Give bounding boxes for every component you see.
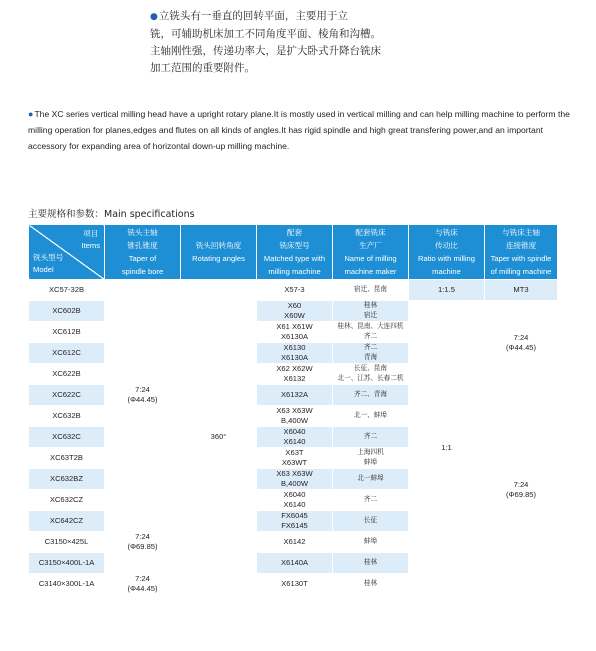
matched-type-value: X6130T — [281, 579, 308, 588]
maker-cell — [333, 427, 409, 448]
maker-value: 青海 — [363, 354, 378, 361]
maker-value: 上海四机 — [357, 449, 384, 456]
maker-value: 桂林 — [363, 580, 378, 587]
connection-taper-cell: MT3 — [485, 280, 558, 301]
english-intro — [28, 106, 573, 154]
matched-type-cell — [257, 469, 333, 490]
maker-cell — [333, 574, 409, 595]
chinese-intro — [150, 8, 400, 77]
maker-value: 北一、蚌埠 — [354, 412, 387, 419]
taper-value: (Φ44.45) — [127, 395, 158, 404]
maker-value: 齐二 — [363, 333, 378, 340]
cn-intro-line-3: 主轴刚性强，传递功率大，是扩大卧式升降台铣床 — [150, 45, 381, 57]
maker-cell — [333, 511, 409, 532]
matched-type-value: B,400W — [280, 416, 308, 425]
model-cell: XC632C — [29, 427, 105, 448]
model-cell: C3150×425L — [29, 532, 105, 553]
maker-cell — [333, 448, 409, 469]
matched-type-cell — [257, 343, 333, 364]
cn-intro-line-4: 加工范围的重要附件。 — [150, 62, 255, 74]
model-cell: XC612B — [29, 322, 105, 343]
header-taper: 铣头主轴 锥孔锥度 Taper of spindle bore — [105, 225, 181, 280]
model-cell: XC642CZ — [29, 511, 105, 532]
model-cell: C3150×400L-1A — [29, 553, 105, 574]
matched-type-value: X6132A — [280, 390, 309, 399]
model-cell: XC632BZ — [29, 469, 105, 490]
matched-type-value: X6040 — [283, 490, 306, 499]
maker-cell — [333, 322, 409, 343]
model-cell: XC632B — [29, 406, 105, 427]
connection-taper-value: 7:24 — [513, 479, 529, 489]
cn-intro-line-2: 铣，可辅助机床加工不同角度平面、棱角和沟槽。 — [150, 28, 381, 40]
matched-type-cell — [257, 406, 333, 427]
header-items-cn: 项目 — [83, 229, 99, 238]
matched-type-cell — [257, 385, 333, 406]
maker-cell — [333, 280, 409, 301]
connection-taper-cell — [485, 301, 558, 385]
taper-cell — [105, 511, 181, 574]
taper-cell — [105, 574, 181, 595]
table-row — [29, 280, 558, 301]
matched-type-value: X61 X61W — [276, 322, 313, 331]
maker-cell — [333, 532, 409, 553]
maker-value: 桂林 — [363, 302, 378, 309]
header-connection-taper: 与铣床主轴 连接锥度 Taper with spindle of milling machine — [485, 225, 558, 280]
maker-cell — [333, 553, 409, 574]
header-ratio: 与铣床 传动比 Ratio with milling machine — [409, 225, 485, 280]
cn-intro-line-1: 立铣头有一垂直的回转平面，主要用于立 — [158, 10, 348, 22]
matched-type-cell — [257, 322, 333, 343]
model-cell: XC622C — [29, 385, 105, 406]
taper-value: 7:24 — [135, 574, 150, 583]
matched-type-cell — [257, 427, 333, 448]
model-cell: XC63T2B — [29, 448, 105, 469]
connection-taper-value: (Φ69.85) — [505, 489, 537, 499]
matched-type-value: X63 X63W — [276, 469, 313, 478]
matched-type-value: X6140 — [283, 500, 306, 509]
maker-cell — [333, 301, 409, 322]
matched-type-value: X6132 — [283, 374, 306, 383]
model-cell: XC602B — [29, 301, 105, 322]
model-cell: XC57-32B — [29, 280, 105, 301]
header-items-en: Items — [81, 241, 100, 250]
maker-value: 桂林、昆南、大连四机 — [337, 323, 404, 330]
matched-type-value: X6130 — [283, 343, 306, 352]
matched-type-value: X6040 — [283, 427, 306, 436]
maker-cell — [333, 343, 409, 364]
model-cell: C3140×300L-1A — [29, 574, 105, 595]
taper-value: (Φ44.45) — [127, 584, 158, 593]
rotating-angle-cell: 360° — [181, 280, 257, 595]
matched-type-cell — [257, 364, 333, 385]
header-maker: 配套铣床 生产厂 Name of milling machine maker — [333, 225, 409, 280]
ratio-cell: 1:1.5 — [409, 280, 485, 301]
matched-type-cell — [257, 511, 333, 532]
maker-value: 宿迁、昆南 — [354, 286, 387, 293]
maker-value: 桂林 — [363, 559, 378, 566]
connection-taper-value: (Φ44.45) — [505, 342, 537, 352]
header-row — [29, 225, 558, 280]
maker-cell — [333, 406, 409, 427]
connection-taper-value: 7:24 — [513, 332, 529, 342]
taper-cell — [105, 280, 181, 511]
matched-type-cell — [257, 448, 333, 469]
taper-value: 7:24 — [135, 532, 150, 541]
spec-table — [28, 224, 558, 595]
maker-cell — [333, 385, 409, 406]
taper-value: (Φ69.85) — [127, 542, 158, 551]
maker-value: 宿迁 — [363, 312, 378, 319]
matched-type-value: X57-3 — [284, 285, 305, 294]
en-intro-text: The XC series vertical milling head have a upright rotary plane.It is mostly used in vertical milling and can help milling machine to perform the milling operation for planes,edges and flutes on all kinds of angles.It has rigid spindle and high great transfering power,and an important accessory for expanding area of horizontal down-up milling machine. — [28, 109, 570, 151]
matched-type-cell — [257, 490, 333, 511]
matched-type-value: X63WT — [281, 458, 308, 467]
maker-value: 齐二 — [363, 344, 378, 351]
model-cell: XC622B — [29, 364, 105, 385]
matched-type-value: X6130A — [280, 332, 309, 341]
matched-type-value: X6140A — [280, 558, 309, 567]
matched-type-cell — [257, 574, 333, 595]
matched-type-cell — [257, 280, 333, 301]
connection-taper-cell — [485, 385, 558, 595]
matched-type-cell — [257, 532, 333, 553]
maker-value: 长征 — [363, 517, 378, 524]
matched-type-value: FX6045 — [281, 511, 308, 520]
maker-cell — [333, 490, 409, 511]
maker-value: 蚌埠 — [363, 538, 378, 545]
matched-type-value: B,400W — [280, 479, 308, 488]
maker-value: 北一蚌埠 — [357, 475, 384, 482]
maker-value: 齐二 — [363, 496, 378, 503]
bullet-icon: ● — [150, 12, 158, 22]
matched-type-value: X6140 — [283, 437, 306, 446]
header-model-cn: 铣头型号 — [33, 253, 64, 262]
spec-table-body — [29, 280, 558, 595]
maker-cell — [333, 364, 409, 385]
matched-type-value: X60 — [287, 301, 302, 310]
model-cell: XC632CZ — [29, 490, 105, 511]
header-matched: 配套 铣床型号 Matched type with milling machine — [257, 225, 333, 280]
maker-value: 蚌埠 — [363, 459, 378, 466]
header-model-en: Model — [33, 265, 54, 274]
section-title: 主要规格和参数：Main specifications — [28, 209, 195, 220]
matched-type-value: X60W — [284, 311, 305, 320]
matched-type-value: X63 X63W — [276, 406, 313, 415]
maker-value: 齐二、青海 — [354, 391, 387, 398]
bullet-icon: ● — [28, 109, 34, 119]
header-items-model — [29, 225, 105, 280]
maker-cell — [333, 469, 409, 490]
maker-value: 齐二 — [363, 433, 378, 440]
matched-type-value: FX6145 — [281, 521, 308, 530]
ratio-cell: 1:1 — [409, 301, 485, 595]
matched-type-value: X62 X62W — [276, 364, 313, 373]
matched-type-value: X63T — [285, 448, 304, 457]
model-cell: XC612C — [29, 343, 105, 364]
matched-type-cell — [257, 301, 333, 322]
matched-type-cell — [257, 553, 333, 574]
header-angle: 铣头回转角度 Rotating angles — [181, 225, 257, 280]
taper-value: 7:24 — [135, 385, 150, 394]
maker-value: 长征、昆南 — [354, 365, 387, 372]
matched-type-value: X6130A — [280, 353, 309, 362]
matched-type-value: X6142 — [283, 537, 306, 546]
maker-value: 北一、江苏、长春二机 — [337, 375, 404, 382]
